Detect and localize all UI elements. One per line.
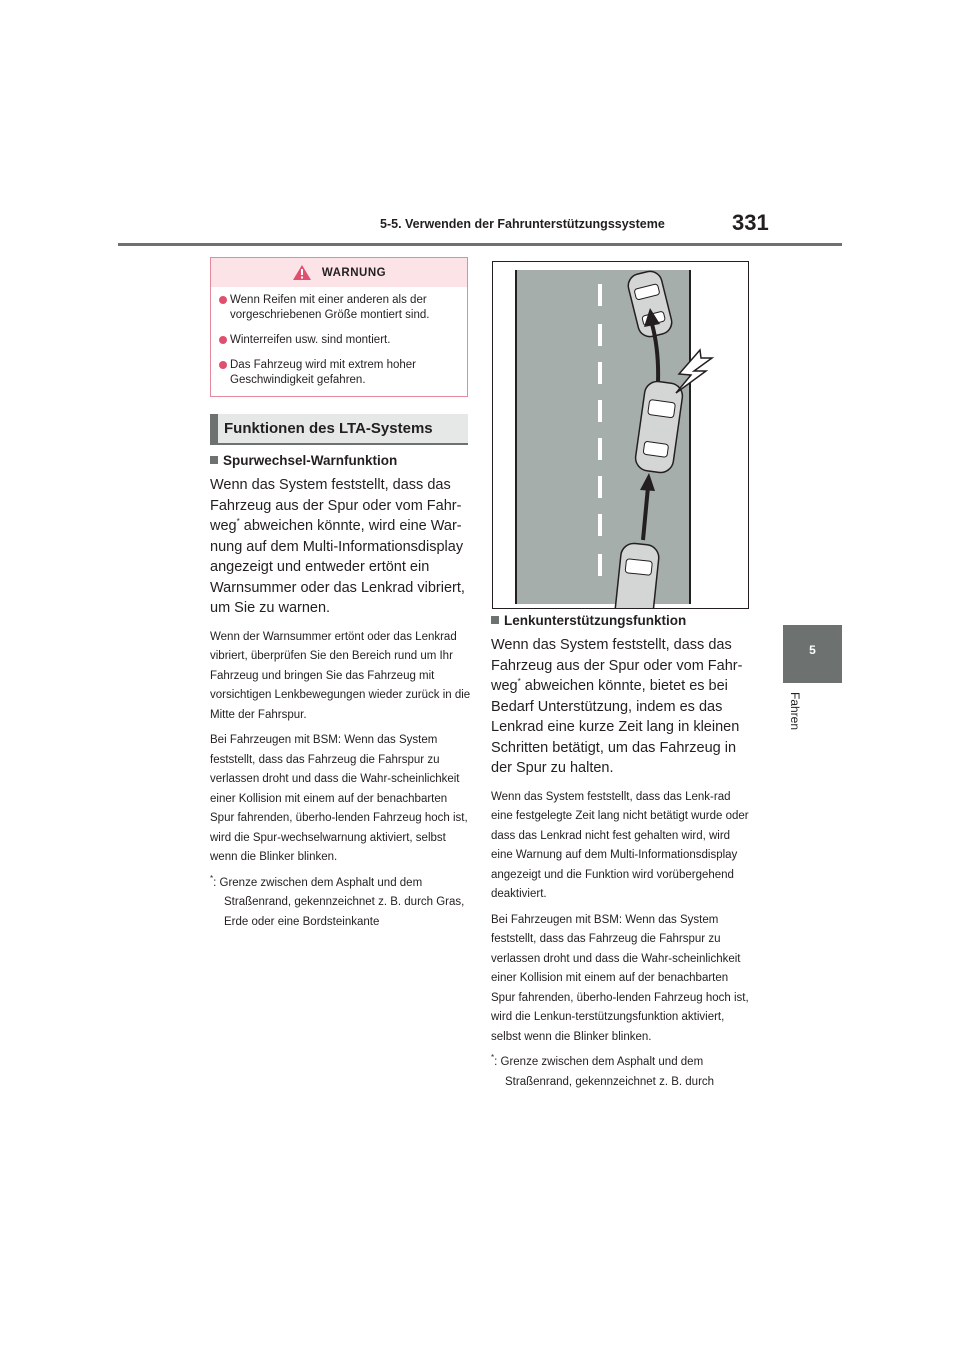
footnote-marker: *: [517, 677, 521, 687]
warning-header: [211, 258, 467, 287]
section-heading: Funktionen des LTA-Systems: [210, 414, 468, 445]
lane-edge-left: [515, 270, 517, 604]
warning-item: Das Fahrzeug wird mit extrem hoher Geschwindigkeit gefahren.: [219, 358, 459, 388]
lane-edge-right: [689, 270, 691, 604]
subhead-steering-assist: Lenkunterstützungsfunktion: [491, 612, 751, 630]
left-column: [210, 452, 472, 932]
bullet-icon: [219, 361, 227, 369]
warning-box: [210, 257, 468, 397]
warning-item: Winterreifen usw. sind montiert.: [219, 333, 459, 348]
footnote: *: Grenze zwischen dem Asphalt und dem Straßenrand, gekennzeichnet z. B. durch: [491, 1053, 715, 1088]
chapter-tab: 5: [783, 625, 842, 683]
lead-paragraph: Wenn das System feststellt, dass das Fahrzeug aus der Spur oder vom Fahr-weg* abweichen könnte, wird eine War-nung auf dem Multi-Informationsdisplay angezeigt und entweder ertönt ein Warnsummer oder das Lenkrad vibriert, um Sie zu warnen.: [210, 477, 465, 616]
lane-drawing: [493, 262, 748, 608]
paragraph: Bei Fahrzeugen mit BSM: Wenn das System feststellt, dass das Fahrzeug die Fahrspur zu verlassen droht und dass die Wahr-scheinlichkeit einer Kollision mit einem auf der benachbarten Spur fahrenden, überho-lenden Fahrzeug hoch ist, wird die Spur-wechselwarnung aktiviert, selbst wenn die Blinker blinken.: [210, 734, 468, 863]
chapter-title: 5-5. Verwenden der Fahrunterstützungssysteme: [380, 217, 665, 231]
footnote-marker: *: [236, 517, 240, 527]
warning-triangle-icon: [292, 264, 312, 281]
right-column: [491, 612, 751, 1092]
chapter-tab-label: Fahren: [788, 692, 802, 731]
warning-list: [211, 287, 467, 388]
warning-item: Wenn Reifen mit einer anderen als der vorgeschriebenen Größe montiert sind.: [219, 293, 459, 323]
header-rule: [118, 243, 842, 246]
square-bullet-icon: [210, 456, 218, 464]
bullet-icon: [219, 296, 227, 304]
paragraph: Wenn das System feststellt, dass das Lenk-rad eine festgelegte Zeit lang nicht betätigt wurde oder dass das Lenkrad nicht fest gehalten wird, wird eine Warnung auf dem Multi-Informationsdisplay angezeigt und die Funktion wird vorübergehend deaktiviert.: [491, 790, 749, 900]
page-number: 331: [732, 210, 769, 235]
lead-paragraph: Wenn das System feststellt, dass das Fahrzeug aus der Spur oder vom Fahr-weg* abweichen könnte, bietet es bei Bedarf Unterstützung, indem es das Lenkrad eine kurze Zeit lang in kleinen Schritten betätigt, um das Fahrzeug in der Spur zu halten.: [491, 637, 743, 776]
paragraph: Wenn der Warnsummer ertönt oder das Lenkrad vibriert, überprüfen Sie den Bereich rund um Ihr Fahrzeug und bringen Sie das Fahrzeug mit vorsichtigen Lenkbewegungen wieder zurück in die Mitte der Fahrspur.: [210, 630, 471, 721]
paragraph: Bei Fahrzeugen mit BSM: Wenn das System feststellt, dass das Fahrzeug die Fahrspur zu verlassen droht und dass die Wahr-scheinlichkeit einer Kollision mit einem auf der benachbarten Spur fahrenden, überho-lenden Fahrzeug hoch ist, wird die Lenkun-terstützungsfunktion aktiviert, selbst wenn die Blinker blinken.: [491, 913, 749, 1043]
square-bullet-icon: [491, 616, 499, 624]
car-bottom-icon: [614, 542, 660, 608]
lane-illustration: [492, 261, 749, 609]
bullet-icon: [219, 336, 227, 344]
subhead-lane-departure: Spurwechsel-Warnfunktion: [210, 452, 472, 470]
warning-title: WARNUNG: [321, 266, 387, 279]
footnote: *: Grenze zwischen dem Asphalt und dem Straßenrand, gekennzeichnet z. B. durch Gras, Erde oder eine Bordsteinkante: [210, 873, 465, 928]
